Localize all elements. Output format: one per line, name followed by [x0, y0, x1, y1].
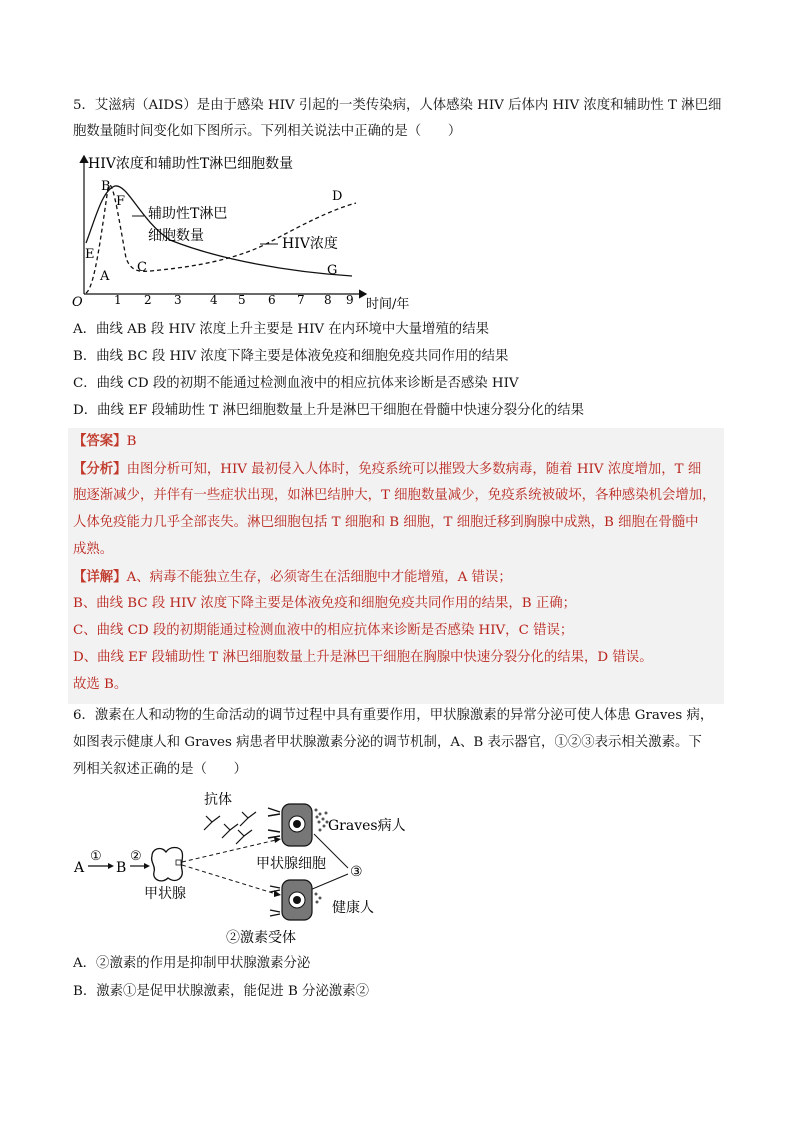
x-tick-7: 7 — [297, 293, 305, 307]
detail-text-1: A、病毒不能独立生存，必须寄生在活细胞中才能增殖，A 错误； — [126, 570, 512, 585]
organ-b-label: B — [116, 860, 127, 876]
x-tick-2: 2 — [144, 293, 152, 307]
x-axis-label: 时间/年 — [366, 297, 410, 310]
t-cell-label-line2: 细胞数量 — [148, 228, 204, 244]
point-f: F — [116, 194, 126, 209]
t-cell-label-line1: 辅助性T淋巴 — [148, 206, 228, 222]
q5-stem-line-2: 胞数量随时间变化如下图所示。下列相关说法中正确的是（ ） — [73, 124, 462, 139]
graves-diagram — [70, 786, 410, 950]
q6-stem-line-3: 列相关叙述正确的是（ ） — [73, 762, 248, 777]
antibody-icons — [204, 812, 256, 844]
q5-option-a: A．曲线 AB 段 HIV 浓度上升主要是 HIV 在内环境中大量增殖的结果 — [73, 322, 489, 337]
answer-value: B — [126, 434, 137, 449]
graves-label: Graves病人 — [328, 818, 406, 834]
x-tick-4: 4 — [210, 293, 218, 307]
q6-stem-line-2: 如图表示健康人和 Graves 病患者甲状腺激素分泌的调节机制，A、B 表示器官，①②③表示相关激素。下 — [73, 735, 702, 750]
hormone-3-label: ③ — [350, 864, 363, 880]
point-a: A — [100, 269, 110, 284]
q6-stem-line-1: 6．激素在人和动物的生命活动的调节过程中具有重要作用，甲状腺激素的异常分泌可使人体患 Graves 病， — [73, 708, 714, 723]
analysis-text-1: 由图分析可知，HIV 最初侵入人体时，免疫系统可以摧毁大多数病毒，随着 HIV 浓度增加，T 细 — [126, 462, 702, 477]
point-b: B — [101, 179, 111, 194]
point-d: D — [332, 189, 343, 204]
hormone-1-label: ① — [90, 849, 102, 864]
hormone-2-label: ② — [130, 849, 142, 864]
q5-option-d: D．曲线 EF 段辅助性 T 淋巴细胞数量上升是淋巴干细胞在骨髓中快速分裂分化的结果 — [73, 403, 585, 418]
x-tick-5: 5 — [238, 293, 246, 307]
hiv-graph — [70, 148, 440, 310]
q5-option-b: B．曲线 BC 段 HIV 浓度下降主要是体液免疫和细胞免疫共同作用的结果 — [73, 349, 509, 364]
answer-line — [73, 431, 733, 452]
detail-line-5: 故选 B。 — [73, 677, 128, 692]
healthy-label: 健康人 — [332, 900, 374, 916]
receptor-label: ②激素受体 — [226, 930, 296, 946]
answer-tag: 【答案】 — [73, 433, 127, 449]
hiv-label: HIV浓度 — [282, 236, 338, 252]
organ-a-label: A — [74, 860, 85, 876]
q6-option-a: A．②激素的作用是抑制甲状腺激素分泌 — [73, 956, 311, 971]
point-e: E — [85, 247, 95, 262]
detail-line-1 — [73, 567, 733, 588]
analysis-tag: 【分析】 — [73, 461, 127, 477]
origin-label: O — [72, 295, 83, 310]
x-tick-9: 9 — [346, 293, 354, 307]
q6-option-b: B．激素①是促甲状腺激素，能促进 B 分泌激素② — [73, 984, 370, 999]
point-c: C — [137, 260, 147, 275]
analysis-line-3: 人体免疫能力几乎全部丧失。淋巴细胞包括 T 细胞和 B 细胞，T 细胞迁移到胸腺中成熟，B 细胞在骨髓中 — [73, 515, 699, 530]
thyroid-cell-label: 甲状腺细胞 — [256, 856, 326, 872]
x-tick-labels — [114, 293, 354, 307]
point-g: G — [327, 263, 338, 278]
y-axis-title: HIV浓度和辅助性T淋巴细胞数量 — [88, 156, 294, 172]
detail-tag: 【详解】 — [73, 569, 127, 585]
healthy-thyroid-cell — [270, 880, 322, 920]
antibody-label: 抗体 — [204, 792, 232, 808]
bracket-lower — [310, 874, 348, 890]
analysis-line-2: 胞逐渐减少，并伴有一些症状出现，如淋巴结肿大，T 细胞数量减少，免疫系统被破坏，各种感染机会增加， — [73, 488, 716, 503]
detail-line-2: B、曲线 BC 段 HIV 浓度下降主要是体液免疫和细胞免疫共同作用的结果，B 正确； — [73, 596, 577, 611]
detail-line-3: C、曲线 CD 段的初期能通过检测血液中的相应抗体来诊断是否感染 HIV，C 错误； — [73, 623, 574, 638]
thyroid-label: 甲状腺 — [144, 886, 186, 902]
x-tick-8: 8 — [324, 293, 332, 307]
x-tick-1: 1 — [114, 293, 122, 307]
analysis-line-4: 成熟。 — [73, 542, 114, 557]
q5-stem-line-1: 5．艾滋病（AIDS）是由于感染 HIV 引起的一类传染病，人体感染 HIV 后体内 HIV 浓度和辅助性 T 淋巴细 — [73, 98, 722, 113]
x-tick-3: 3 — [174, 293, 182, 307]
t-cell-curve — [86, 186, 352, 276]
x-tick-6: 6 — [268, 293, 276, 307]
detail-line-4: D、曲线 EF 段辅助性 T 淋巴细胞数量上升是淋巴干细胞在胸腺中快速分裂分化的结果，D 错误。 — [73, 650, 653, 665]
analysis-line-1 — [73, 459, 733, 480]
q5-option-c: C．曲线 CD 段的初期不能通过检测血液中的相应抗体来诊断是否感染 HIV — [73, 376, 519, 391]
